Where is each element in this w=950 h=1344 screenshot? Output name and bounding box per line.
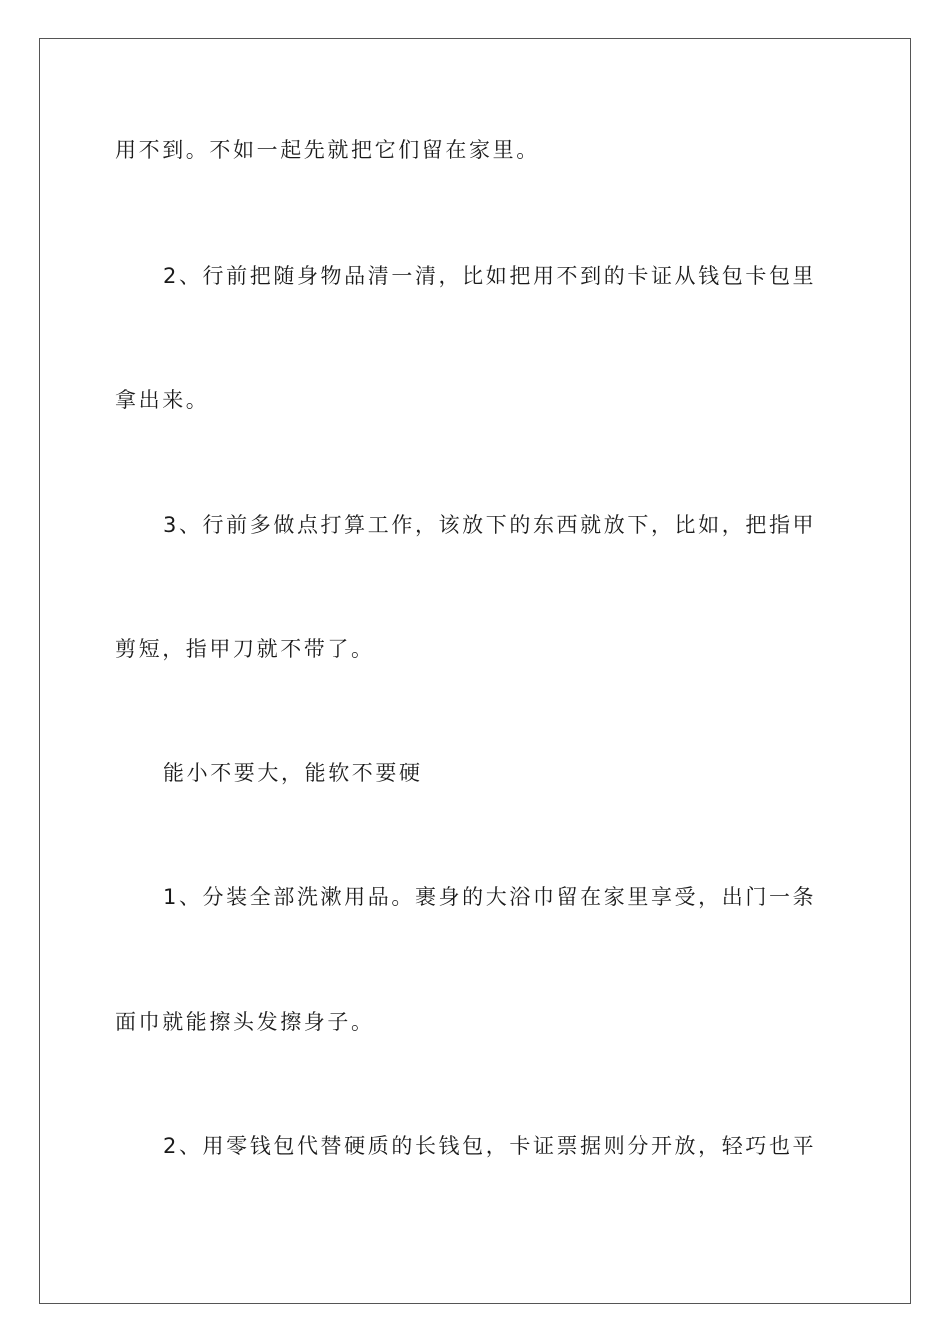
- page-border: [39, 38, 911, 1304]
- paragraph-line-item-1-start: 1、分装全部洗漱用品。裹身的大浴巾留在家里享受，出门一条: [163, 885, 817, 909]
- paragraph-line-continuation: 用不到。不如一起先就把它们留在家里。: [115, 138, 540, 162]
- paragraph-line-item-3-start: 3、行前多做点打算工作，该放下的东西就放下，比如，把指甲: [163, 513, 817, 537]
- paragraph-line-item-2b-start: 2、用零钱包代替硬质的长钱包，卡证票据则分开放，轻巧也平: [163, 1134, 817, 1158]
- section-heading: 能小不要大，能软不要硬: [163, 761, 423, 785]
- paragraph-line-item-2-end: 拿出来。: [115, 388, 210, 412]
- paragraph-line-item-1-end: 面巾就能擦头发擦身子。: [115, 1010, 375, 1034]
- paragraph-line-item-2-start: 2、行前把随身物品清一清，比如把用不到的卡证从钱包卡包里: [163, 264, 817, 288]
- paragraph-line-item-3-end: 剪短，指甲刀就不带了。: [115, 637, 375, 661]
